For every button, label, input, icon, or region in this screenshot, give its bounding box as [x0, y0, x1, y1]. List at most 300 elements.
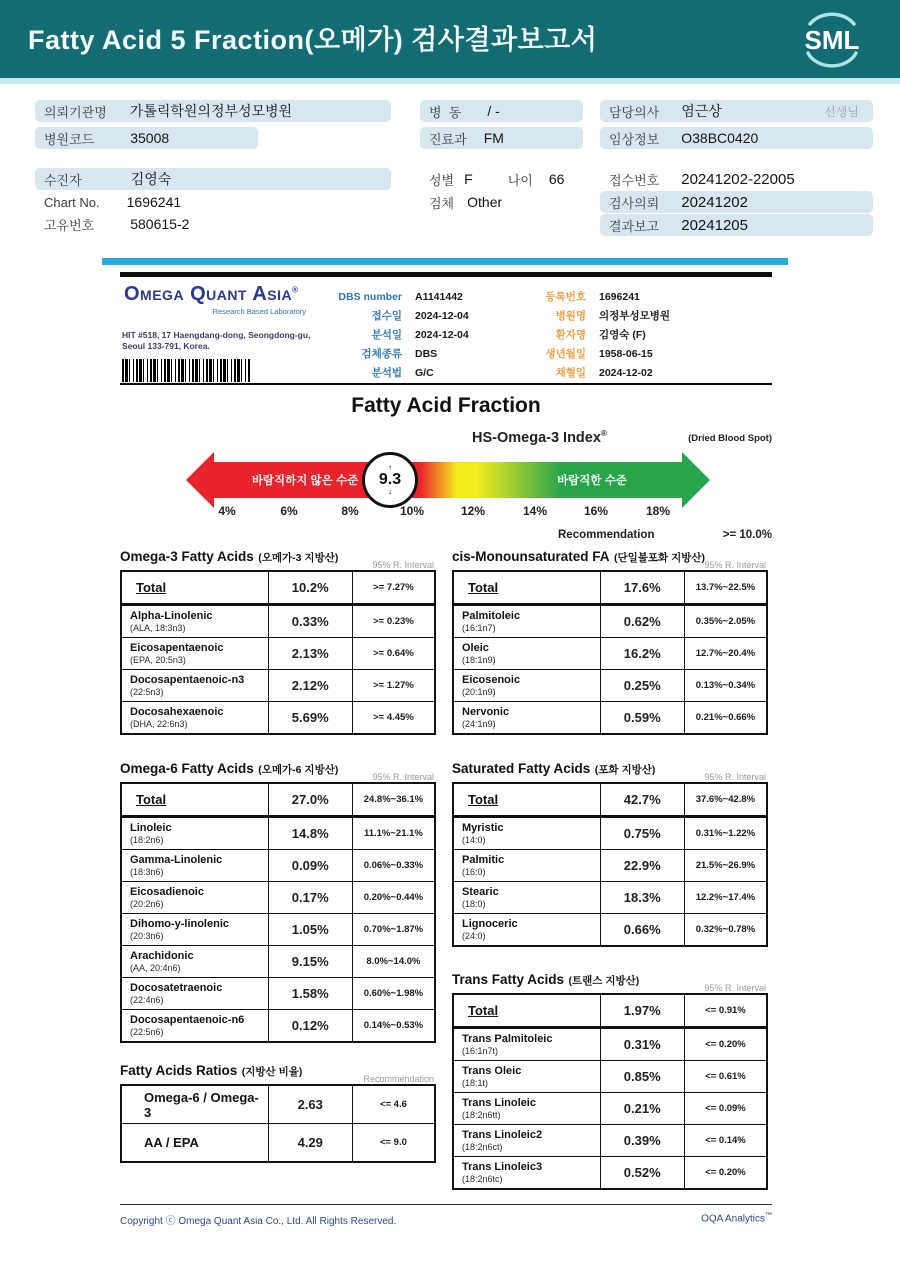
- hs-omega3-index-text: HS-Omega-3 Index: [472, 429, 601, 446]
- up-arrow-icon: ↑: [388, 463, 392, 472]
- cis-monounsaturated-table: [452, 570, 768, 735]
- info-row-ward: [420, 100, 583, 122]
- gauge-desirable-label: 바람직한 수준: [557, 475, 627, 487]
- fatty-acid-code: (ALA, 18:3n3): [130, 623, 186, 633]
- reference-interval: <= 0.61%: [705, 1071, 746, 1082]
- fatty-acid-name: Trans Oleic: [462, 1065, 522, 1077]
- fatty-acid-name-cell: [122, 572, 269, 603]
- lab-field-label: 환자명: [555, 329, 586, 341]
- interval-header: 95% R. Interval: [372, 772, 434, 782]
- fatty-acid-name-cell: [454, 1061, 601, 1092]
- fatty-acid-name: Trans Linoleic3: [462, 1161, 543, 1173]
- fatty-acid-name-cell: [454, 1093, 601, 1124]
- lab-field-label: 병원명: [555, 310, 586, 322]
- table-subtitle: (단일불포화 지방산): [613, 552, 706, 564]
- info-row-hospital-code: [35, 127, 258, 149]
- registered-mark: ®: [600, 429, 607, 438]
- reference-interval: <= 0.09%: [705, 1103, 746, 1114]
- interval-header: 95% R. Interval: [704, 772, 766, 782]
- fatty-acid-name-cell: [454, 606, 601, 637]
- interval-header: 95% R. Interval: [704, 983, 766, 993]
- omega3-section: [120, 548, 436, 735]
- fatty-acid-name-cell: [454, 882, 601, 913]
- table-title: Trans Fatty Acids: [452, 972, 565, 987]
- field-value: 20241202-22005: [681, 170, 795, 188]
- lab-field-value: 1958-06-15: [599, 348, 653, 360]
- info-row-specimen: [420, 191, 620, 213]
- lab-info-right: [510, 288, 670, 383]
- info-row-organization: [35, 100, 391, 122]
- fatty-acid-code: (18:2n6tc): [462, 1174, 503, 1184]
- reference-interval: 0.35%~2.05%: [695, 616, 756, 627]
- field-value: 가톨릭학원의정부성모병원: [129, 103, 293, 119]
- field-label: 임상정보: [609, 131, 660, 147]
- axis-tick: 14%: [522, 504, 548, 518]
- fatty-acid-name-cell: [122, 882, 269, 913]
- reference-interval: 13.7%~22.5%: [695, 582, 756, 593]
- info-row-clinical-info: [600, 127, 873, 149]
- result-value: 27.0%: [269, 784, 353, 815]
- table-header: [120, 760, 436, 782]
- fatty-acid-name-cell: [122, 670, 269, 701]
- lab-info-middle: [320, 288, 469, 383]
- lab-info-row: [320, 307, 469, 326]
- recommendation-value: >= 10.0%: [722, 529, 772, 541]
- field-value: 66: [548, 171, 565, 187]
- lab-field-value: DBS: [415, 348, 438, 360]
- table-title: Saturated Fatty Acids: [452, 761, 591, 776]
- result-value: 1.58%: [269, 978, 353, 1009]
- axis-tick: 4%: [218, 504, 236, 518]
- result-value: 5.69%: [269, 702, 353, 733]
- fatty-acid-name-cell: [454, 995, 601, 1026]
- field-value: F: [464, 171, 473, 187]
- axis-tick: 6%: [280, 504, 298, 518]
- axis-tick: 12%: [460, 504, 486, 518]
- fatty-acid-name: Dihomo-y-linolenic: [130, 918, 229, 930]
- field-value: FM: [483, 130, 504, 146]
- lab-field-value: 2024-12-04: [415, 329, 469, 341]
- fatty-acid-code: (18:1t): [462, 1078, 489, 1088]
- table-title: Fatty Acids Ratios: [120, 1063, 238, 1078]
- table-row: [454, 605, 766, 637]
- reference-interval: 0.31%~1.22%: [695, 828, 756, 839]
- fatty-acid-code: (18:2n6ct): [462, 1142, 503, 1152]
- fatty-acid-code: (18:2n6tt): [462, 1110, 501, 1120]
- table-row: [454, 701, 766, 733]
- lab-field-label: 분석법: [371, 367, 402, 379]
- reference-interval: >= 0.64%: [373, 648, 414, 659]
- field-label: 나이: [507, 172, 533, 188]
- lab-field-label: 생년월일: [545, 348, 586, 360]
- lab-info-row: [510, 364, 670, 383]
- table-subtitle: (오메가-6 지방산): [258, 764, 339, 776]
- table-row: [122, 637, 434, 669]
- reference-interval: <= 4.6: [379, 1099, 407, 1110]
- table-row: [454, 1092, 766, 1124]
- fatty-acid-name: Total: [468, 1003, 499, 1018]
- fatty-acid-name: Docosapentaenoic-n3: [130, 674, 245, 686]
- fatty-acid-code: (14:0): [462, 835, 486, 845]
- fatty-acid-code: (22:5n3): [130, 687, 164, 697]
- omega3-table: [120, 570, 436, 735]
- result-value: 9.15%: [269, 946, 353, 977]
- table-row: [454, 784, 766, 817]
- field-value: O38BC0420: [681, 130, 759, 146]
- gauge-undesirable-label: 바람직하지 않은 수준: [251, 475, 359, 487]
- info-row-unique-no: [35, 213, 391, 235]
- cis-monounsaturated-section: [452, 548, 768, 735]
- table-subtitle: (지방산 비율): [241, 1066, 303, 1078]
- reference-interval: 0.21%~0.66%: [695, 712, 756, 723]
- fatty-acid-name: Nervonic: [462, 706, 510, 718]
- fatty-acid-name: Total: [136, 580, 167, 595]
- result-value: 0.85%: [601, 1061, 685, 1092]
- lab-address-line1: HIT #518, 17 Haengdang-dong, Seongdong-gu,: [122, 330, 311, 340]
- lab-info-row: [510, 288, 670, 307]
- lab-field-label: DBS number: [338, 291, 402, 303]
- reference-interval: <= 0.14%: [705, 1135, 746, 1146]
- axis-tick: 16%: [583, 504, 609, 518]
- table-row: [454, 849, 766, 881]
- omega6-section: [120, 760, 436, 1043]
- table-row: [454, 817, 766, 849]
- oqa-analytics-brand: [572, 1212, 772, 1224]
- result-value: 14.8%: [269, 818, 353, 849]
- footer-divider: [120, 1204, 772, 1205]
- fatty-acid-code: (18:1n9): [462, 655, 496, 665]
- result-value: 2.12%: [269, 670, 353, 701]
- result-value: 0.66%: [601, 914, 685, 945]
- result-value: 17.6%: [601, 572, 685, 603]
- fatty-acid-name: Docosatetraenoic: [130, 982, 223, 994]
- field-label: 고유번호: [44, 217, 95, 233]
- field-value: 35008: [130, 130, 170, 146]
- fatty-acid-code: (18:0): [462, 899, 486, 909]
- fatty-acid-name-cell: [454, 1157, 601, 1188]
- result-value: 0.39%: [601, 1125, 685, 1156]
- table-row: [454, 1156, 766, 1188]
- field-label: 진료과: [429, 131, 467, 147]
- gauge-right-arrowhead: [682, 452, 710, 508]
- saturated-section: [452, 760, 768, 947]
- result-value: 0.62%: [601, 606, 685, 637]
- fatty-acid-name: Trans Palmitoleic: [462, 1033, 553, 1045]
- report-card-top-border: [120, 272, 772, 277]
- fatty-acid-code: (DHA, 22:6n3): [130, 719, 188, 729]
- result-value: 0.75%: [601, 818, 685, 849]
- fatty-acid-name-cell: [454, 850, 601, 881]
- table-row: [454, 637, 766, 669]
- field-label: 병원코드: [44, 131, 95, 147]
- reference-interval: >= 1.27%: [373, 680, 414, 691]
- lab-field-value: G/C: [415, 367, 434, 379]
- fatty-acid-name-cell: [454, 1029, 601, 1060]
- lab-field-label: 접수일: [371, 310, 402, 322]
- fatty-acid-name: Total: [136, 792, 167, 807]
- table-row: [122, 1009, 434, 1041]
- info-row-doctor: [600, 100, 873, 122]
- axis-tick: 18%: [645, 504, 671, 518]
- table-header: [120, 1062, 436, 1084]
- fatty-acid-name: Arachidonic: [130, 950, 194, 962]
- fatty-acid-name: Docosapentaenoic-n6: [130, 1014, 245, 1026]
- fatty-acid-name-cell: [122, 1124, 269, 1161]
- fatty-acid-name: Palmitoleic: [462, 610, 521, 622]
- trademark-mark: ™: [765, 1212, 772, 1219]
- field-value: 20241202: [681, 193, 748, 211]
- lab-info-row: [320, 288, 469, 307]
- fatty-acid-code: (18:3n6): [130, 867, 164, 877]
- table-row: [122, 669, 434, 701]
- fatty-acid-code: (16:1n7t): [462, 1046, 499, 1056]
- barcode: [122, 359, 250, 382]
- fatty-acid-code: (16:0): [462, 867, 486, 877]
- result-value: 0.12%: [269, 1010, 353, 1041]
- lab-field-value: A1141442: [415, 291, 463, 303]
- result-value: 0.25%: [601, 670, 685, 701]
- reference-interval: 11.1%~21.1%: [363, 828, 423, 839]
- fatty-acid-name-cell: [122, 850, 269, 881]
- app-header: [0, 0, 900, 78]
- field-label: 의뢰기관명: [44, 104, 107, 120]
- sml-logo-text: SML: [804, 25, 860, 55]
- omega-quant-tagline: Research Based Laboratory: [212, 307, 306, 316]
- recommendation-row: [558, 529, 772, 541]
- table-row: [122, 1086, 434, 1123]
- field-label: 병 동: [429, 104, 462, 120]
- reference-interval: <= 0.20%: [705, 1167, 746, 1178]
- reference-interval: 0.14%~0.53%: [363, 1020, 424, 1031]
- result-value: 1.97%: [601, 995, 685, 1026]
- reference-interval: <= 0.91%: [705, 1005, 746, 1016]
- info-row-chart-no: [35, 191, 391, 213]
- dried-blood-spot-note: (Dried Blood Spot): [688, 433, 772, 444]
- info-row-test-request: [600, 191, 873, 213]
- lab-field-label: 검체종류: [361, 348, 402, 360]
- lab-address: [122, 330, 310, 352]
- reference-interval: >= 4.45%: [373, 712, 414, 723]
- omega-quant-logo: [124, 283, 299, 306]
- fatty-acid-name-cell: [122, 702, 269, 733]
- fatty-acid-code: (16:1n7): [462, 623, 496, 633]
- page-title: Fatty Acid 5 Fraction(오메가) 검사결과보고서: [28, 25, 598, 55]
- field-value: 20241205: [681, 216, 748, 234]
- down-arrow-icon: ↓: [388, 487, 392, 496]
- table-row: [122, 945, 434, 977]
- fatty-acid-code: (AA, 20:4n6): [130, 963, 181, 973]
- fatty-acid-name: Trans Linoleic2: [462, 1129, 543, 1141]
- field-label: 결과보고: [609, 218, 660, 234]
- table-row: [454, 913, 766, 945]
- table-row: [122, 1123, 434, 1161]
- fatty-acid-name: Docosahexaenoic: [130, 706, 224, 718]
- result-value: 0.33%: [269, 606, 353, 637]
- table-title: Omega-6 Fatty Acids: [120, 761, 254, 776]
- field-value: 염근상: [681, 103, 722, 119]
- fatty-acid-name-cell: [454, 818, 601, 849]
- table-row: [122, 849, 434, 881]
- fatty-acid-code: (24:1n9): [462, 719, 496, 729]
- lab-info-row: [320, 326, 469, 345]
- result-value: 0.17%: [269, 882, 353, 913]
- lab-field-value: 2024-12-04: [415, 310, 469, 322]
- fatty-acid-name-cell: [454, 702, 601, 733]
- lab-field-label: 채혈일: [555, 367, 586, 379]
- fatty-acid-name-cell: [122, 978, 269, 1009]
- fatty-acid-code: (20:2n6): [130, 899, 164, 909]
- fatty-acid-name-cell: [122, 818, 269, 849]
- axis-tick: 8%: [341, 504, 359, 518]
- reference-interval: 12.2%~17.4%: [695, 892, 756, 903]
- table-subtitle: (트랜스 지방산): [568, 975, 640, 987]
- lab-header-bottom-border: [120, 383, 772, 385]
- omega6-table: [120, 782, 436, 1043]
- field-value: 1696241: [126, 194, 182, 210]
- fatty-acid-name: Linoleic: [130, 822, 172, 834]
- info-row-sex-age: [420, 168, 620, 190]
- trans-table: [452, 993, 768, 1190]
- table-row: [454, 995, 766, 1028]
- table-row: [454, 1028, 766, 1060]
- result-value: 22.9%: [601, 850, 685, 881]
- reference-interval: >= 7.27%: [373, 582, 414, 593]
- table-row: [122, 784, 434, 817]
- fatty-acid-code: (EPA, 20:5n3): [130, 655, 186, 665]
- interval-header: 95% R. Interval: [704, 560, 766, 570]
- gauge-value: 9.3: [378, 471, 402, 488]
- reference-interval: <= 0.20%: [705, 1039, 746, 1050]
- fatty-acid-name: Eicosadienoic: [130, 886, 204, 898]
- reference-interval: 0.20%~0.44%: [363, 892, 424, 903]
- info-row-patient: [35, 168, 391, 190]
- gauge-value-marker: [362, 452, 418, 508]
- fatty-acid-name-cell: [122, 784, 269, 815]
- lab-field-label: 분석일: [371, 329, 402, 341]
- reference-interval: 12.7%~20.4%: [695, 648, 756, 659]
- result-value: 2.63: [269, 1086, 353, 1123]
- reference-interval: <= 9.0: [379, 1137, 407, 1148]
- info-row-department: [420, 127, 583, 149]
- copyright-text: Copyright ⓒ Omega Quant Asia Co., Ltd. All Rights Reserved.: [120, 1216, 397, 1227]
- fatty-acid-name: Total: [468, 580, 499, 595]
- fatty-acid-name-cell: [454, 638, 601, 669]
- fatty-acid-name-cell: [454, 670, 601, 701]
- fatty-acid-code: (20:3n6): [130, 931, 164, 941]
- result-value: 0.59%: [601, 702, 685, 733]
- lab-field-value: 김영숙 (F): [599, 329, 646, 341]
- lab-info-row: [320, 364, 469, 383]
- table-row: [122, 881, 434, 913]
- result-value: 0.52%: [601, 1157, 685, 1188]
- result-value: 42.7%: [601, 784, 685, 815]
- table-row: [122, 701, 434, 733]
- table-row: [122, 913, 434, 945]
- fatty-acid-name: Eicosenoic: [462, 674, 521, 686]
- reference-interval: 8.0%~14.0%: [366, 956, 421, 967]
- field-label: 검체: [429, 195, 455, 211]
- field-label: 담당의사: [609, 104, 660, 120]
- fatty-acid-name: AA / EPA: [144, 1135, 199, 1150]
- field-label: Chart No.: [44, 194, 100, 210]
- fatty-acid-name: Palmitic: [462, 854, 505, 866]
- field-value: Other: [467, 194, 503, 210]
- table-row: [454, 1060, 766, 1092]
- table-row: [454, 669, 766, 701]
- fatty-acid-name: Omega-6 / Omega-3: [144, 1089, 259, 1120]
- field-label: 성별: [429, 172, 455, 188]
- table-header: [120, 548, 436, 570]
- lab-field-value: 의정부성모병원: [599, 310, 671, 322]
- table-subtitle: (포화 지방산): [594, 764, 656, 776]
- header-accent-bar: [0, 78, 900, 84]
- reference-interval: 0.60%~1.98%: [363, 988, 424, 999]
- fatty-acid-code: (20:1n9): [462, 687, 496, 697]
- field-value: 580615-2: [130, 216, 190, 232]
- ratios-table: [120, 1084, 436, 1163]
- table-row: [122, 817, 434, 849]
- reference-interval: 0.13%~0.34%: [695, 680, 756, 691]
- table-subtitle: (오메가-3 지방산): [258, 552, 339, 564]
- field-label: 수진자: [44, 172, 82, 188]
- table-row: [454, 1124, 766, 1156]
- table-title: Omega-3 Fatty Acids: [120, 549, 254, 564]
- field-label: 검사의뢰: [609, 195, 660, 211]
- ratios-section: [120, 1062, 436, 1163]
- saturated-table: [452, 782, 768, 947]
- hs-omega3-index-label: [472, 429, 607, 446]
- fatty-acid-name: Myristic: [462, 822, 504, 834]
- fatty-acid-name: Eicosapentaenoic: [130, 642, 224, 654]
- lab-field-value: 1696241: [599, 291, 640, 303]
- info-row-receipt-no: [600, 168, 873, 190]
- trans-section: [452, 971, 768, 1190]
- result-value: 18.3%: [601, 882, 685, 913]
- sml-logo-icon: [796, 8, 868, 70]
- fatty-acid-name-cell: [122, 946, 269, 977]
- result-value: 16.2%: [601, 638, 685, 669]
- result-value: 0.31%: [601, 1029, 685, 1060]
- fatty-acid-name-cell: [454, 572, 601, 603]
- registered-mark: ®: [292, 285, 299, 295]
- table-title: cis-Monounsaturated FA: [452, 549, 610, 564]
- fatty-acid-name: Stearic: [462, 886, 499, 898]
- fatty-acid-code: (24:0): [462, 931, 486, 941]
- result-value: 0.21%: [601, 1093, 685, 1124]
- table-row: [454, 881, 766, 913]
- result-value: 10.2%: [269, 572, 353, 603]
- result-value: 1.05%: [269, 914, 353, 945]
- table-row: [122, 977, 434, 1009]
- table-header: [452, 760, 768, 782]
- result-value: 0.09%: [269, 850, 353, 881]
- lab-info-row: [320, 345, 469, 364]
- reference-interval: 0.06%~0.33%: [363, 860, 424, 871]
- fatty-acid-name-cell: [454, 914, 601, 945]
- table-row: [454, 572, 766, 605]
- fatty-acid-name: Alpha-Linolenic: [130, 610, 213, 622]
- result-value: 4.29: [269, 1124, 353, 1161]
- info-row-result-report: [600, 214, 873, 236]
- brand-text: OQA Analytics: [701, 1213, 765, 1225]
- fatty-acid-name-cell: [122, 638, 269, 669]
- reference-interval: 21.5%~26.9%: [695, 860, 756, 871]
- table-row: [122, 572, 434, 605]
- interval-header: Recommendation: [363, 1074, 434, 1084]
- fatty-acid-name-cell: [122, 1010, 269, 1041]
- fatty-acid-name-cell: [122, 914, 269, 945]
- section-title: Fatty Acid Fraction: [351, 394, 541, 417]
